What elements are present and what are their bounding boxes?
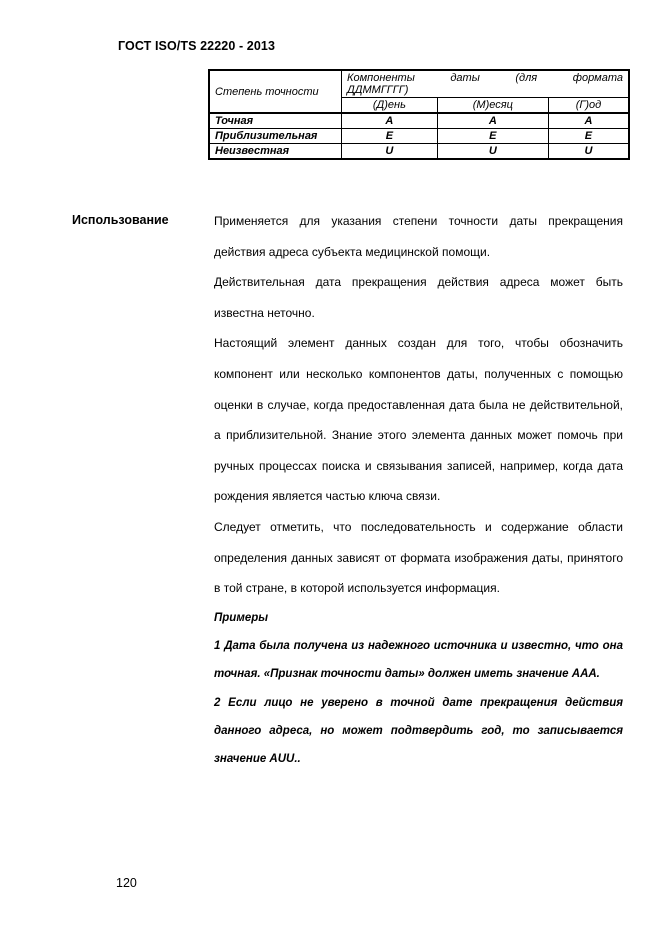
row-label: Точная	[209, 113, 342, 129]
header-word: Компоненты	[347, 72, 415, 84]
usage-paragraph: Действительная дата прекращения действия адреса может быть известна неточно.	[214, 275, 623, 320]
table-row	[209, 129, 629, 144]
table-row	[209, 113, 629, 129]
subheader-year: (Г)од	[548, 98, 629, 114]
page-number: 120	[116, 876, 137, 890]
row-value: A	[342, 113, 438, 129]
row-value: A	[548, 113, 629, 129]
header-word: (для	[515, 72, 538, 84]
usage-paragraph: Следует отметить, что последовательность и содержание области определения данных зависят от формата изображения даты, принятого в той стране, в которой используется информация.	[214, 519, 623, 596]
usage-paragraph: Настоящий элемент данных создан для того, чтобы обозначить компонент или несколько компонентов даты, полученных с помощью оценки в случае, когда предоставленная дата была не действительной, а приблизительной. Знание этого элемента данных может помочь при ручных процессах поиска и связывания записей, например, когда дата рождения является частью ключа связи.	[214, 336, 623, 504]
usage-paragraph: Применяется для указания степени точности даты прекращения действия адреса субъекта медицинской помощи.	[214, 214, 623, 259]
examples-title: Примеры	[214, 611, 269, 624]
accuracy-table	[208, 69, 630, 160]
header-word: формата	[572, 72, 623, 84]
row-label: Неизвестная	[209, 144, 342, 160]
table-row	[209, 144, 629, 160]
table-header-row	[209, 70, 629, 98]
document-header: ГОСТ ISO/TS 22220 - 2013	[118, 39, 275, 53]
header-components-line2: ДДММГГГГ)	[347, 84, 409, 96]
row-value: U	[437, 144, 548, 160]
row-value: E	[342, 129, 438, 144]
row-value: U	[342, 144, 438, 160]
row-value: E	[437, 129, 548, 144]
usage-body	[214, 206, 623, 774]
header-accuracy-degree: Степень точности	[209, 70, 342, 113]
example-item: 1 Дата была получена из надежного источника и известно, что она точная. «Признак точности даты» должен иметь значение AAA.	[214, 640, 623, 681]
header-components-line1	[347, 72, 623, 84]
example-item: 2 Если лицо не уверено в точной дате прекращения действия данного адреса, но может подтвердить год, то записывается значение AUU..	[214, 696, 623, 766]
header-components	[342, 70, 630, 98]
usage-label: Использование	[72, 213, 169, 227]
row-value: E	[548, 129, 629, 144]
row-label: Приблизительная	[209, 129, 342, 144]
row-value: A	[437, 113, 548, 129]
subheader-day: (Д)ень	[342, 98, 438, 114]
header-word: даты	[450, 72, 480, 84]
subheader-month: (М)есяц	[437, 98, 548, 114]
row-value: U	[548, 144, 629, 160]
